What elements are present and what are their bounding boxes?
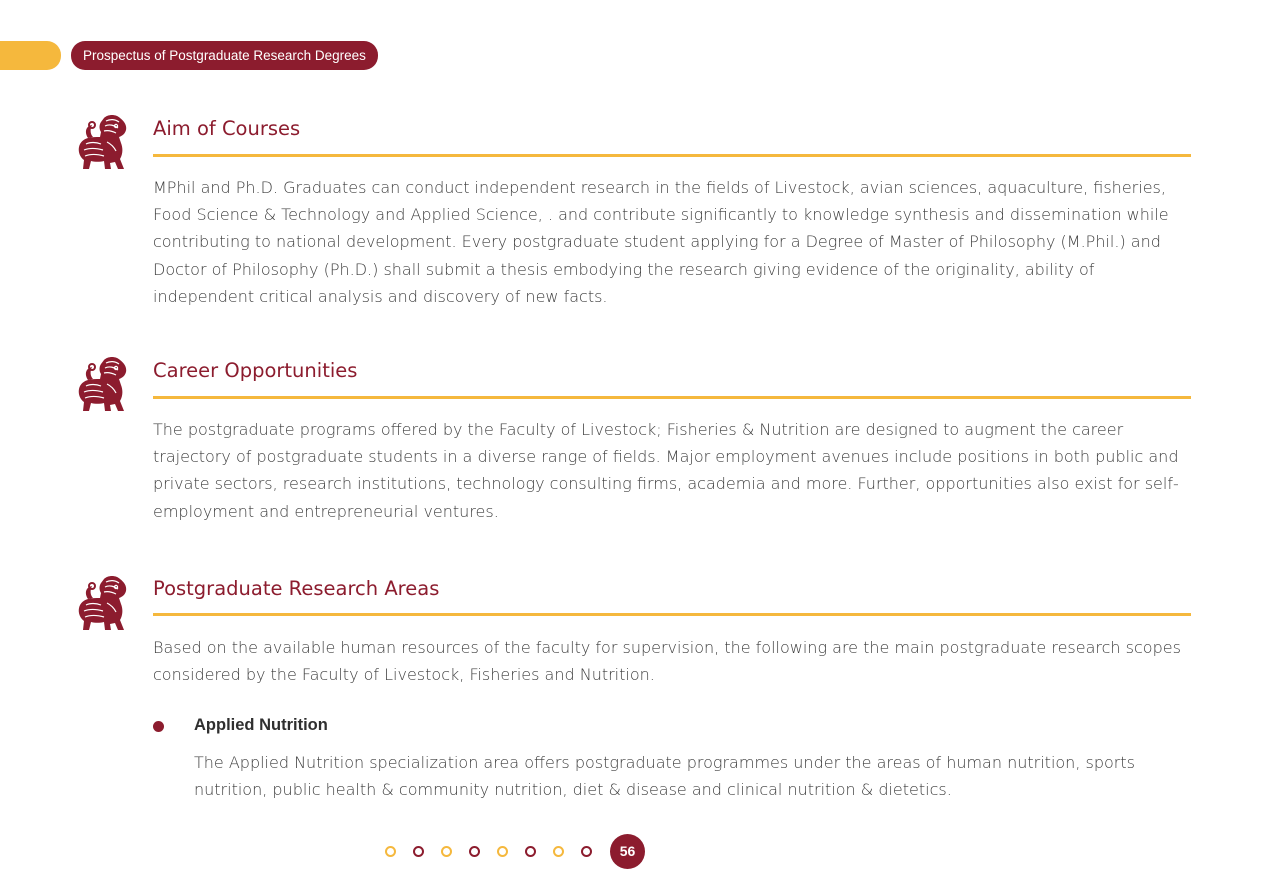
page-indicator [385,834,645,868]
section-divider [153,396,1191,399]
pager-dot [553,846,564,857]
pager-dot [497,846,508,857]
section-divider [153,613,1191,616]
section-divider [153,154,1191,157]
section-title: Aim of Courses [153,117,301,140]
section-title: Postgraduate Research Areas [153,577,440,600]
pager-dot [525,846,536,857]
pager-dot [581,846,592,857]
pager-dot [413,846,424,857]
section-paragraph: MPhil and Ph.D. Graduates can conduct independent research in the fields of Livestock, avian sciences, aquaculture, fisheries, Food Science & Technology and Applied Science, . and contribute significantly to knowledge synthesis and dissemination while contributing to national development. Every postgraduate student applying for a Degree of Master of Philosophy (M.Phil.) and Doctor of Philosophy (Ph.D.) shall submit a thesis embodying the research giving evidence of the originality, ability of independent critical analysis and discovery of new facts. [153,178,1169,306]
document-title-pill: Prospectus of Postgraduate Research Degrees [71,41,378,70]
section-title: Career Opportunities [153,359,358,382]
lion-emblem-icon [74,354,132,414]
header-accent-tab [0,41,61,70]
bullet-icon [153,721,164,732]
section-paragraph: Based on the available human resources of the faculty for supervision, the following are the main postgraduate research scopes considered by the Faculty of Livestock, Fisheries and Nutrition. [153,638,1181,685]
research-area-title: Applied Nutrition [194,716,328,734]
section-paragraph: The postgraduate programs offered by the Faculty of Livestock; Fisheries & Nutrition are designed to augment the career trajectory of postgraduate students in a diverse range of fields. Major employment avenues include positions in both public and private sectors, research institutions, technology consulting firms, academia and more. Further, opportunities also exist for self-employment and entrepreneurial ventures. [153,420,1179,521]
pager-dot [469,846,480,857]
lion-emblem-icon [74,573,132,633]
lion-emblem-icon [74,112,132,172]
research-area-description: The Applied Nutrition specialization area offers postgraduate programmes under the areas of human nutrition, sports nutrition, public health & community nutrition, diet & disease and clinical nutrition & dietetics. [194,753,1135,800]
pager-dot [441,846,452,857]
page-number-badge: 56 [610,834,645,869]
pager-dot [385,846,396,857]
